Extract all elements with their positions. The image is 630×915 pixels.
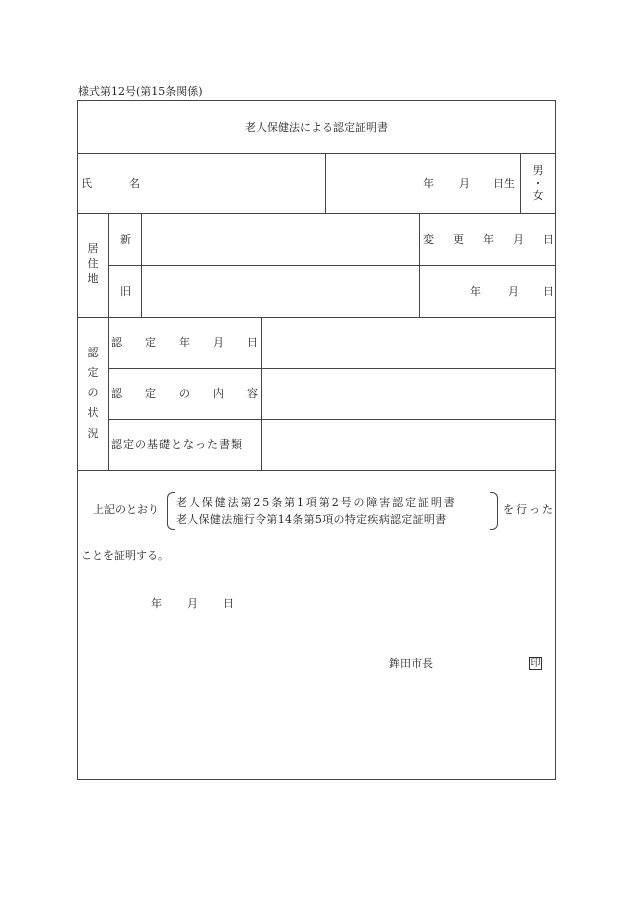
issue-date-year: 年 [151, 597, 162, 610]
divider [261, 317, 262, 470]
seal-mark: 印 [530, 658, 541, 669]
statement-suffix: を行った [503, 503, 555, 516]
cert-content-3: の [179, 387, 190, 400]
old-date-month: 月 [508, 285, 519, 298]
divider [78, 470, 555, 471]
name-label-1: 氏 [81, 177, 92, 190]
change-date-4: 月 [513, 233, 524, 246]
status-label-1: 認 [87, 346, 99, 359]
divider [78, 317, 555, 318]
cert-content-4: 内 [213, 387, 224, 400]
new-address-label: 新 [120, 233, 131, 246]
divider [78, 153, 555, 154]
cert-date-1: 認 [111, 336, 122, 349]
cert-date-2: 定 [145, 336, 156, 349]
certificate-form [77, 100, 556, 780]
statement-line-2: ことを証明する。 [81, 549, 169, 562]
issue-date-day: 日 [223, 597, 234, 610]
divider [419, 213, 420, 317]
cert-content-1: 認 [111, 387, 122, 400]
gender-separator: ・ [532, 177, 544, 190]
birth-day-label: 日生 [493, 177, 515, 190]
status-label-2: 定 [87, 366, 99, 379]
birth-year-label: 年 [423, 177, 434, 190]
statement-prefix: 上記のとおり [93, 503, 159, 516]
residence-label-1: 居 [87, 242, 99, 255]
old-date-day: 日 [543, 285, 554, 298]
name-label-2: 名 [129, 177, 140, 190]
old-address-label: 旧 [120, 285, 131, 298]
status-label-5: 況 [87, 427, 99, 440]
old-date-year: 年 [470, 285, 481, 298]
change-date-1: 変 [423, 233, 434, 246]
change-date-2: 更 [453, 233, 464, 246]
residence-label-2: 住 [87, 257, 99, 270]
divider [325, 153, 326, 213]
status-label-4: 状 [87, 406, 99, 419]
statement-option-1: 老人保健法第25条第1項第2号の障害認定証明書 [176, 496, 457, 509]
issue-date-month: 月 [187, 597, 198, 610]
left-brace [167, 492, 175, 530]
gender-male: 男 [532, 164, 544, 177]
divider [108, 368, 555, 369]
cert-basis-documents: 認定の基礎となった書類 [111, 438, 243, 451]
divider [78, 213, 555, 214]
issuer-title: 鉾田市長 [389, 657, 433, 670]
cert-date-3: 年 [179, 336, 190, 349]
divider [108, 419, 555, 420]
form-number-label: 様式第12号(第15条関係) [78, 85, 203, 98]
cert-content-5: 容 [247, 387, 258, 400]
change-date-3: 年 [483, 233, 494, 246]
divider [108, 213, 109, 470]
cert-date-4: 月 [213, 336, 224, 349]
residence-label-3: 地 [87, 272, 99, 285]
change-date-5: 日 [543, 233, 554, 246]
cert-date-5: 日 [247, 336, 258, 349]
birth-month-label: 月 [459, 177, 470, 190]
form-title: 老人保健法による認定証明書 [245, 121, 388, 134]
status-label-3: の [87, 386, 99, 399]
divider [108, 265, 555, 266]
divider [141, 213, 142, 317]
right-brace [490, 492, 498, 530]
statement-option-2: 老人保健法施行令第14条第5項の特定疾病認定証明書 [176, 513, 447, 526]
gender-female: 女 [532, 189, 544, 202]
cert-content-2: 定 [145, 387, 156, 400]
